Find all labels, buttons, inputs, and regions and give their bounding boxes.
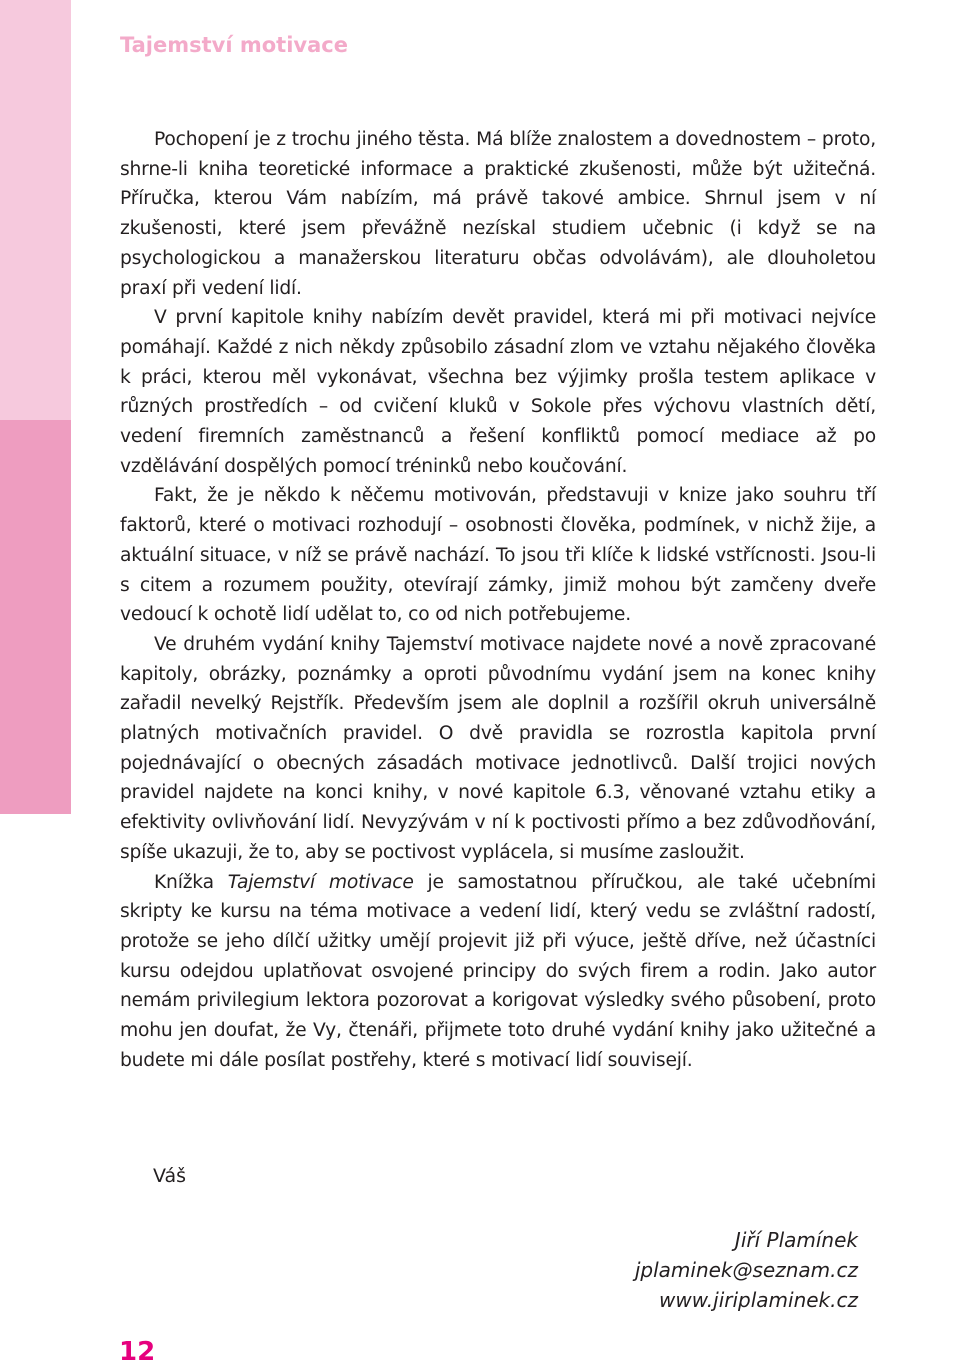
paragraph-5 [120, 868, 876, 1076]
paragraph-2: V první kapitole knihy nabízím devět pravidel, která mi při motivaci nejvíce pomáhají. Každé z nich někdy způsobilo zásadní zlom ve vztahu nějakého člověka k práci, kterou měl vykonávat, všechna bez výjimky prošla testem aplikace v různých prostředích – od cvičení kluků v Sokole přes výchovu vlastních dětí, vedení firemních zaměstnanců a řešení konfliktů pomocí mediace až po vzdělávání dospělých pomocí tréninků nebo koučování. [120, 307, 876, 477]
paragraph-4: Ve druhém vydání knihy Tajemství motivace najdete nové a nově zpracované kapitoly, obrázky, poznámky a oproti původnímu vydání jsem na konec knihy zařadil nevelký Rejstřík. Především jsem ale doplnil a rozšířil okruh universálně platných motivačních pravidel. O dvě pravidla se rozrostla kapitola první pojednávající o obecných zásadách motivace jednotlivců. Další trojici nových pravidel najdete na konci knihy, v nové kapitole 6.3, věnované vztahu etiky a efektivity ovlivňování lidí. Nevyzývám v ní k poctivosti přímo a bez zdůvodňování, spíše ukazuji, že to, aby se poctivost vyplácela, si musíme zasloužit. [120, 633, 876, 863]
page-number: 12 [119, 1337, 156, 1367]
signature-block [635, 1225, 858, 1315]
margin-band-dark [0, 420, 71, 814]
book-title: Tajemství motivace [227, 871, 414, 893]
closing-salutation: Váš [153, 1165, 187, 1187]
margin-band-light [0, 0, 71, 420]
author-email: jplaminek@seznam.cz [634, 1258, 858, 1282]
paragraph-5-lead: Knížka [154, 871, 228, 893]
paragraph-3: Fakt, že je někdo k něčemu motivován, představuji v knize jako souhru tří faktorů, které o motivaci rozhodují – osobnosti člověka, podmínek, v nichž žije, a aktuální situace, v níž se právě nachází. To jsou tři klíče k lidské vstřícnosti. Jsou-li s citem a rozumem použity, otevírají zámky, jimiž mohou být zamčeny dveře vedoucí k ochotě lidí udělat to, co od nich potřebujeme. [120, 485, 876, 626]
body-text [120, 125, 876, 1076]
paragraph-5-rest: je samostatnou příručkou, ale také učebními skripty ke kursu na téma motivace a vedení lidí, který vedu se zvláštní radostí, protože se jeho dílčí užitky umějí projevit již při výuce, ještě dříve, než účastníci kursu odejdou uplatňovat osvojené principy do svých firem a rodin. Jako autor nemám privilegium lektora pozorovat a korigovat výsledky svého působení, proto mohu jen doufat, že Vy, čtenáři, přijmete toto druhé vydání knihy jako užitečné a budete mi dále posílat postřehy, které s motivací lidí souvisejí. [120, 871, 876, 1071]
running-head: Tajemství motivace [120, 33, 348, 57]
paragraph-1: Pochopení je z trochu jiného těsta. Má blíže znalostem a dovednostem – proto, shrne-li kniha teoretické informace a praktické zkušenosti, může být užitečná. Příručka, kterou Vám nabízím, má právě takové ambice. Shrnul jsem v ní zkušenosti, které jsem převážně nezískal studiem učebnic (i když se na psychologickou a manažerskou literaturu občas odvolávám), ale dlouholetou praxí při vedení lidí. [120, 129, 876, 299]
author-website: www.jiriplaminek.cz [658, 1288, 858, 1312]
author-name: Jiří Plamínek [734, 1228, 858, 1252]
